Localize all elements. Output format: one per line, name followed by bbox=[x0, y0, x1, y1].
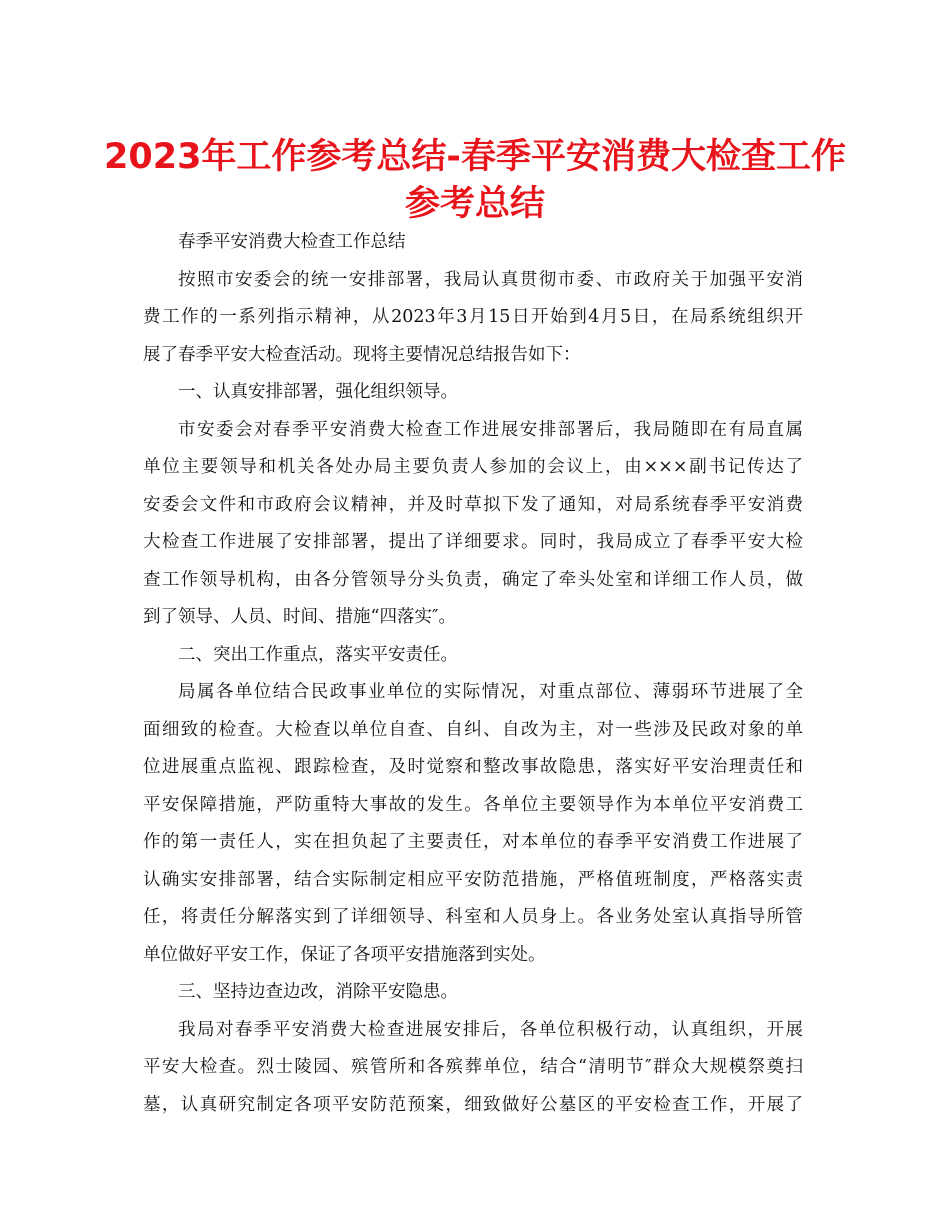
document-body bbox=[143, 224, 803, 1124]
paragraph-line: 墓，认真研究制定各项平安防范预案，细致做好公墓区的平安检查工作，开展了 bbox=[143, 1094, 803, 1115]
paragraph-line: 按照市安委会的统一安排部署，我局认真贯彻市委、市政府关于加强平安消 bbox=[178, 269, 803, 290]
paragraph-line: 安委会文件和市政府会议精神，并及时草拟下发了通知，对局系统春季平安消费 bbox=[143, 494, 803, 515]
paragraph-line: 局属各单位结合民政事业单位的实际情况，对重点部位、薄弱环节进展了全 bbox=[178, 682, 803, 702]
document-title-line-2: 参考总结 bbox=[404, 184, 545, 224]
paragraph-line: 面细致的检查。大检查以单位自查、自纠、自改为主，对一些涉及民政对象的单 bbox=[143, 719, 803, 740]
paragraph-line: 大检查工作进展了安排部署，提出了详细要求。同时，我局成立了春季平安大检 bbox=[143, 532, 803, 552]
paragraph-line: 三、坚持边查边改，消除平安隐患。 bbox=[178, 982, 458, 1002]
paragraph-line: 认确实安排部署，结合实际制定相应平安防范措施，严格值班制度，严格落实责 bbox=[143, 869, 803, 890]
paragraph-line: 费工作的一系列指示精神，从2023年3月15日开始到4月5日，在局系统组织开 bbox=[143, 307, 803, 327]
body-paragraph bbox=[143, 674, 803, 974]
body-paragraph bbox=[143, 374, 803, 412]
body-paragraph bbox=[143, 224, 803, 262]
paragraph-line: 市安委会对春季平安消费大检查工作进展安排部署后，我局随即在有局直属 bbox=[178, 419, 803, 440]
paragraph-line: 任，将责任分解落实到了详细领导、科室和人员身上。各业务处室认真指导所管 bbox=[143, 907, 803, 927]
paragraph-line: 春季平安消费大检查工作总结 bbox=[178, 232, 406, 252]
paragraph-line: 到了领导、人员、时间、措施“四落实″。 bbox=[143, 607, 456, 627]
paragraph-line: 二、突出工作重点，落实平安责任。 bbox=[178, 644, 458, 665]
paragraph-line: 作的第一责任人，实在担负起了主要责任，对本单位的春季平安消费工作进展了 bbox=[143, 832, 803, 852]
body-paragraph bbox=[143, 637, 803, 675]
paragraph-line: 我局对春季平安消费大检查进展安排后，各单位积极行动，认真组织，开展 bbox=[178, 1019, 803, 1040]
paragraph-line: 单位做好平安工作，保证了各项平安措施落到实处。 bbox=[143, 944, 546, 965]
paragraph-line: 平安大检查。烈士陵园、殡管所和各殡葬单位，结合“清明节″群众大规模祭奠扫 bbox=[143, 1057, 803, 1077]
paragraph-line: 展了春季平安大检查活动。现将主要情况总结报告如下： bbox=[143, 344, 581, 365]
paragraph-line: 平安保障措施，严防重特大事故的发生。各单位主要领导作为本单位平安消费工 bbox=[143, 794, 803, 815]
paragraph-line: 单位主要领导和机关各处办局主要负责人参加的会议上，由×××副书记传达了 bbox=[143, 457, 803, 477]
document-title-line-1: 2023年工作参考总结-春季平安消费大检查工作 bbox=[104, 137, 846, 177]
body-paragraph bbox=[143, 974, 803, 1012]
paragraph-line: 位进展重点监视、跟踪检查，及时觉察和整改事故隐患，落实好平安治理责任和 bbox=[143, 757, 803, 777]
body-paragraph bbox=[143, 412, 803, 637]
body-paragraph bbox=[143, 262, 803, 375]
body-paragraph bbox=[143, 1012, 803, 1125]
paragraph-line: 查工作领导机构，由各分管领导分头负责，确定了牵头处室和详细工作人员，做 bbox=[143, 569, 803, 590]
paragraph-line: 一、认真安排部署，强化组织领导。 bbox=[178, 382, 458, 402]
